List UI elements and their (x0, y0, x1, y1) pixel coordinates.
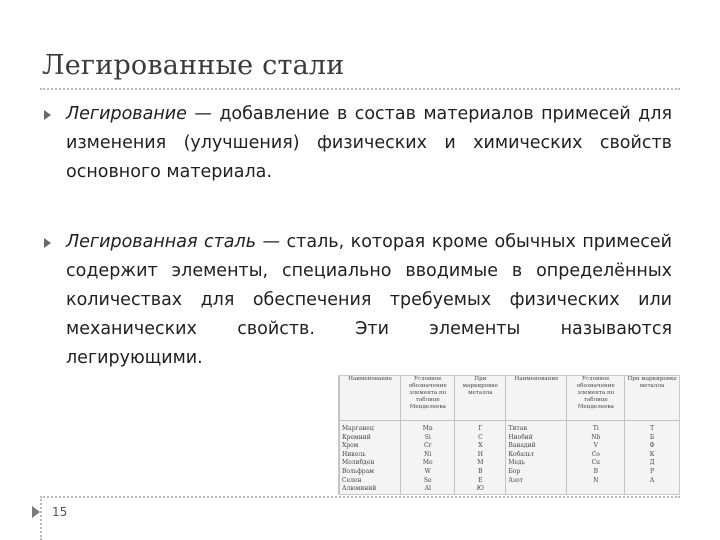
alloy-elements-table (338, 375, 680, 495)
table-cell: Ni (401, 451, 455, 460)
table-cell: Cr (401, 442, 455, 451)
table-cell: Ниобий (506, 434, 567, 443)
table-row (340, 434, 680, 443)
header-cell: Наименование (506, 376, 567, 421)
table-cell: B (567, 468, 625, 477)
table-cell: Ю (455, 485, 506, 494)
table-cell: Е (455, 477, 506, 486)
title-divider (40, 88, 680, 90)
table-cell: Б (625, 434, 679, 443)
table-row (340, 485, 680, 494)
table-cell: Н (455, 451, 506, 460)
table-cell: К (625, 451, 679, 460)
table-cell: Титан (506, 421, 567, 434)
table-cell: Марганец (340, 421, 401, 434)
footer-divider (40, 496, 680, 498)
bullet-term: Легирование (66, 104, 187, 124)
bullet-item-alloying (66, 100, 672, 187)
table-cell: Al (401, 485, 455, 494)
slide-title: Легированные стали (42, 50, 345, 81)
header-cell: При маркировке металла (625, 376, 679, 421)
triangle-bullet-icon (44, 110, 51, 120)
header-cell: При маркировке металла (455, 376, 506, 421)
table-cell: Алюминий (340, 485, 401, 494)
table-cell: Медь (506, 459, 567, 468)
table-cell: Se (401, 477, 455, 486)
bullet-item-alloy-steel (66, 228, 672, 373)
table-cell (506, 485, 567, 494)
table-cell (625, 485, 679, 494)
table-cell: Г (455, 421, 506, 434)
table-cell: Вольфрам (340, 468, 401, 477)
table-cell: Бор (506, 468, 567, 477)
table-cell: Ф (625, 442, 679, 451)
table-cell: Кобальт (506, 451, 567, 460)
table-cell: Хром (340, 442, 401, 451)
table-cell: Р (625, 468, 679, 477)
header-cell: Условное обозначение элемента по таблице Менделеева (567, 376, 625, 421)
table-cell: В (455, 468, 506, 477)
bullet-text: — добавление в состав материалов примесей для изменения (улучшения) физических и химических свойств основного материала. (66, 104, 672, 182)
table-cell: Т (625, 421, 679, 434)
table-row (340, 451, 680, 460)
header-cell: Условное обозначение элемента по таблице Менделеева (401, 376, 455, 421)
table-header-row (340, 376, 680, 421)
footer-side-divider (40, 496, 42, 540)
page-marker-icon (32, 506, 40, 518)
table-cell: Ванадий (506, 442, 567, 451)
table-cell: Молибден (340, 459, 401, 468)
table-cell: А (625, 477, 679, 486)
table-cell: С (455, 434, 506, 443)
table-cell: Кремний (340, 434, 401, 443)
table-row (340, 468, 680, 477)
table-cell: Co (567, 451, 625, 460)
table-row (340, 459, 680, 468)
table-cell: V (567, 442, 625, 451)
table-row (340, 442, 680, 451)
table-cell: Д (625, 459, 679, 468)
table-row (340, 477, 680, 486)
table-cell: Ti (567, 421, 625, 434)
table-cell: Cu (567, 459, 625, 468)
table-cell (567, 485, 625, 494)
triangle-bullet-icon (44, 238, 51, 248)
table-cell: Х (455, 442, 506, 451)
table-cell: Nb (567, 434, 625, 443)
table-cell: Никель (340, 451, 401, 460)
bullet-text: — сталь, которая кроме обычных примесей содержит элементы, специально вводимые в определённых количествах для обеспечения требуемых физических или механических свойств. Эти элементы называются легирующими. (66, 232, 672, 368)
table-cell: Mn (401, 421, 455, 434)
table-cell: N (567, 477, 625, 486)
table-cell: Селен (340, 477, 401, 486)
page-number: 15 (52, 505, 68, 519)
header-cell: Наименование (340, 376, 401, 421)
table-cell: Mo (401, 459, 455, 468)
table-cell: Si (401, 434, 455, 443)
table-cell: Азот (506, 477, 567, 486)
table-cell: W (401, 468, 455, 477)
table-row (340, 421, 680, 434)
table-cell: М (455, 459, 506, 468)
bullet-term: Легированная сталь (66, 232, 257, 252)
